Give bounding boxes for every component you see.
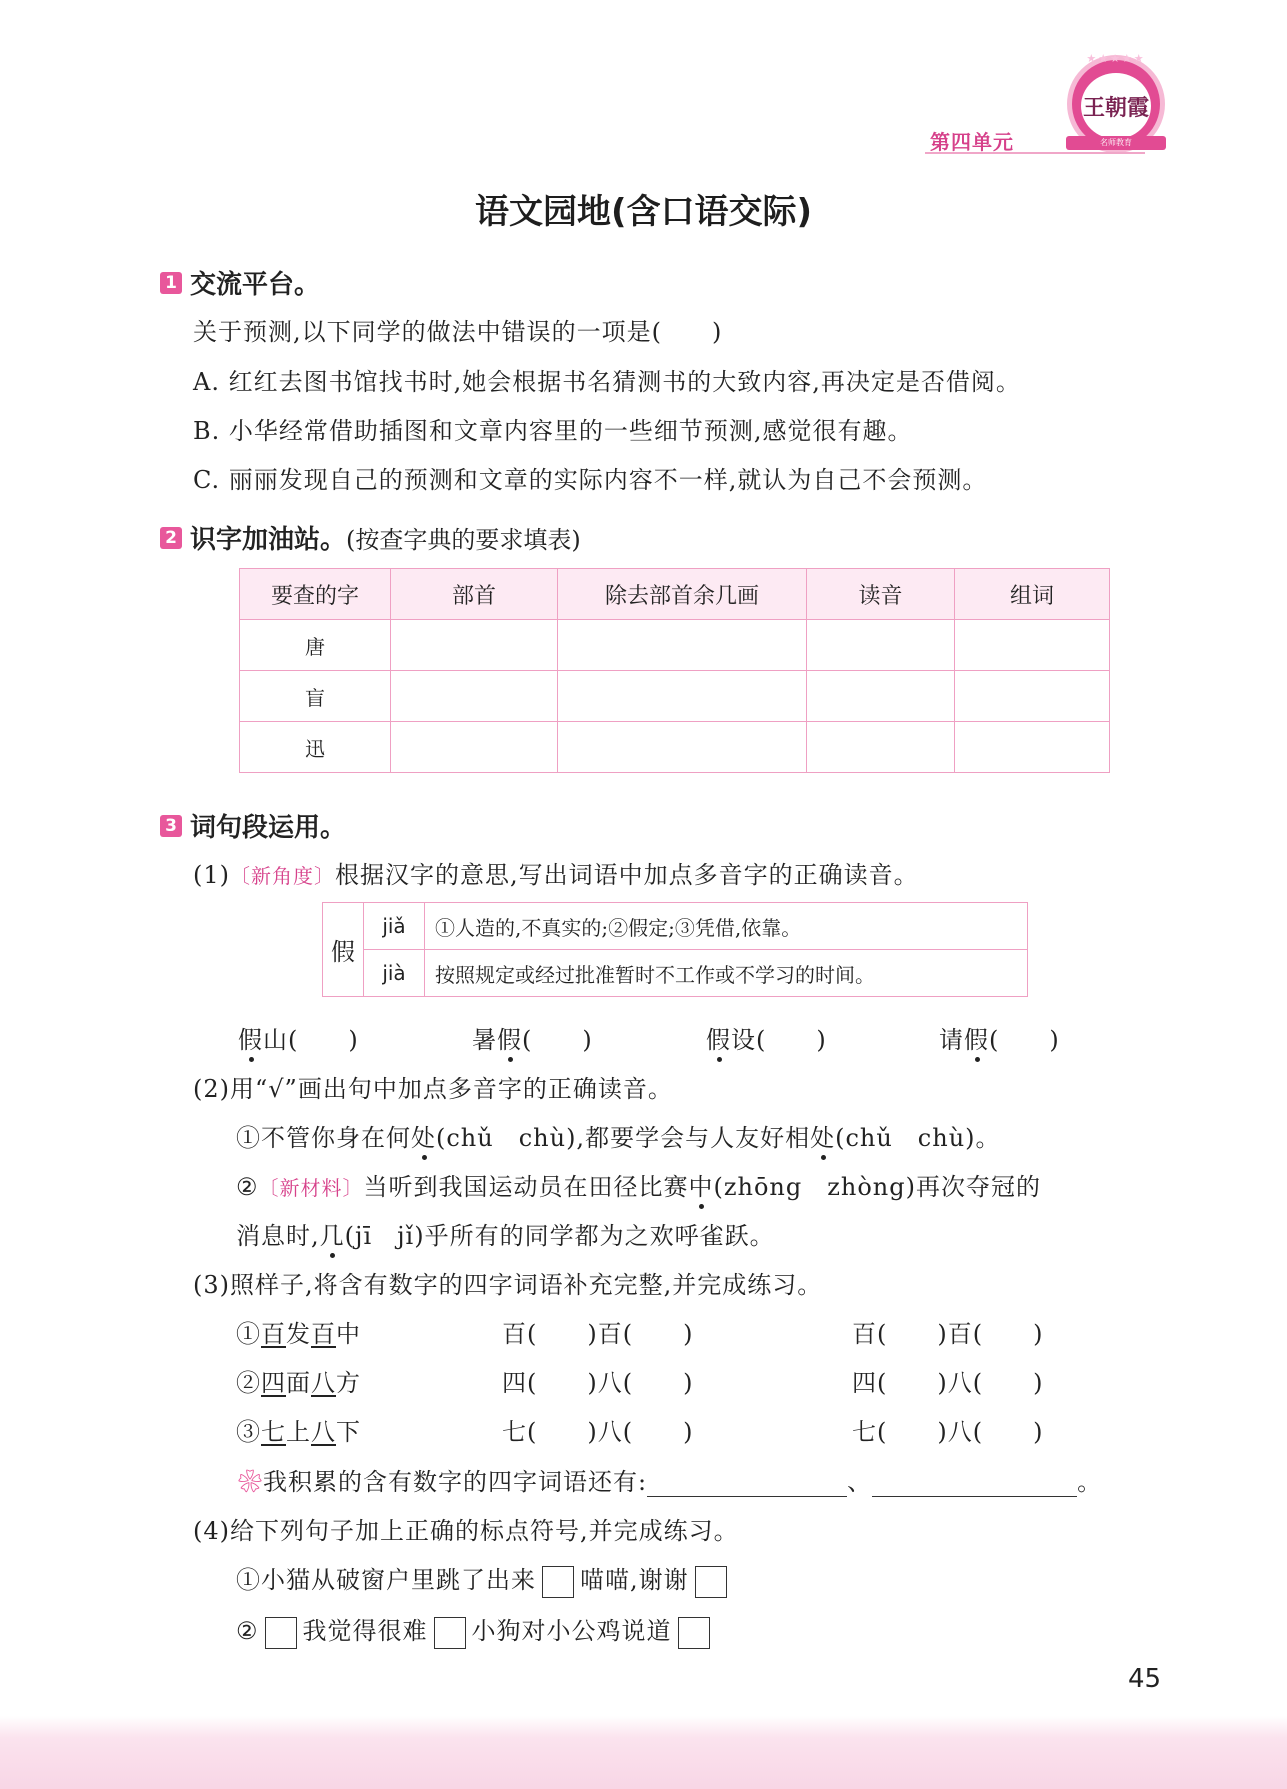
option-b[interactable]: B. 小华经常借助插图和文章内容里的一些细节预测,感觉很有趣。	[193, 417, 913, 445]
dotted-char: 处	[810, 1124, 836, 1152]
dotted-char: 中	[688, 1173, 714, 1201]
question-text: 关于预测,以下同学的做法中错误的一项是( )	[193, 318, 723, 346]
answer-blank[interactable]: ( )	[989, 1026, 1060, 1054]
table-row	[240, 620, 1110, 671]
section-number: 3	[160, 815, 182, 837]
section-3-header	[160, 807, 346, 844]
column-header: 部首	[391, 569, 558, 620]
dotted-char: 假	[706, 1026, 731, 1054]
q2-sentence-1[interactable]	[236, 1118, 1001, 1153]
text: ①小猫从破窗户里跳了出来	[236, 1566, 536, 1594]
answer-blank[interactable]: ( )	[288, 1026, 359, 1054]
text: (chǔ chù),都要学会与人友好相	[436, 1124, 811, 1152]
table-row	[240, 722, 1110, 773]
answer-line[interactable]	[872, 1472, 1077, 1497]
section-title: 交流平台。	[190, 270, 321, 300]
answer-blank[interactable]: ( )	[522, 1026, 593, 1054]
answer-cell[interactable]	[558, 722, 807, 773]
answer-cell[interactable]	[558, 671, 807, 722]
table-cell-char: 迅	[240, 722, 391, 773]
answer-cell[interactable]	[955, 620, 1110, 671]
char: 中	[336, 1320, 361, 1348]
meaning: ①人造的,不真实的;②假定;③凭借,依靠。	[425, 903, 1028, 950]
q4-instruction	[193, 1511, 739, 1546]
column-header: 除去部首余几画	[558, 569, 807, 620]
q-text: 给下列句子加上正确的标点符号,并完成练习。	[230, 1517, 739, 1545]
char: 百	[261, 1320, 286, 1348]
page-number: 45	[1128, 1664, 1162, 1694]
char: 请	[939, 1026, 964, 1054]
char: 四	[261, 1369, 286, 1397]
dotted-char: 处	[411, 1124, 436, 1152]
answer-cell[interactable]	[807, 671, 955, 722]
header-divider	[925, 152, 1145, 154]
answer-cell[interactable]	[807, 620, 955, 671]
meaning: 按照规定或经过批准暂时不工作或不学习的时间。	[425, 950, 1028, 997]
dotted-char: 假	[238, 1026, 263, 1054]
text: 消息时,	[236, 1222, 320, 1250]
text: ②	[236, 1617, 259, 1645]
example-word	[236, 1363, 361, 1398]
table-header-row	[240, 569, 1110, 620]
punctuation-box[interactable]	[434, 1617, 466, 1649]
table-row	[323, 950, 1028, 997]
punctuation-box[interactable]	[542, 1566, 574, 1598]
q2-instruction	[193, 1069, 673, 1104]
section-title: 识字加油站。	[190, 525, 347, 555]
word-item[interactable]	[472, 1020, 593, 1055]
section-2-header	[160, 519, 581, 556]
q3-instruction	[193, 1265, 822, 1300]
text: 小狗对小公鸡说道	[471, 1617, 672, 1645]
column-header: 读音	[807, 569, 955, 620]
answer-cell[interactable]	[807, 722, 955, 773]
q-text: 用“√”画出句中加点多音字的正确读音。	[230, 1075, 673, 1103]
text: 。	[1077, 1468, 1103, 1496]
polyphone-char: 假	[323, 903, 364, 997]
q1-instruction	[193, 855, 919, 890]
text: ①不管你身在何	[236, 1124, 411, 1152]
answer-cell[interactable]	[391, 722, 558, 773]
text: 我觉得很难	[302, 1617, 428, 1645]
char: 八	[311, 1418, 336, 1446]
table-row	[323, 903, 1028, 950]
logo-text: 王朝霞	[1081, 73, 1151, 139]
q2-sentence-2[interactable]	[236, 1167, 1041, 1202]
column-header: 要查的字	[240, 569, 391, 620]
answer-cell[interactable]	[955, 722, 1110, 773]
footer-band	[0, 1716, 1287, 1789]
char: 下	[336, 1418, 361, 1446]
answer-cell[interactable]	[955, 671, 1110, 722]
q-number: (3)	[193, 1271, 230, 1299]
char: 七	[261, 1418, 286, 1446]
q-number: (2)	[193, 1075, 230, 1103]
answer-cell[interactable]	[391, 620, 558, 671]
new-material-tag: 〔新材料〕	[258, 1176, 364, 1200]
section-number: 1	[160, 272, 182, 294]
char: 方	[336, 1369, 361, 1397]
option-c[interactable]: C. 丽丽发现自己的预测和文章的实际内容不一样,就认为自己不会预测。	[193, 466, 988, 494]
answer-blank[interactable]: ( )	[756, 1026, 827, 1054]
flower-icon: ❀	[238, 1468, 263, 1496]
example-word	[236, 1412, 361, 1447]
dotted-char: 假	[497, 1026, 522, 1054]
q2-sentence-2-cont[interactable]	[236, 1216, 775, 1251]
text: 我积累的含有数字的四字词语还有:	[263, 1468, 648, 1496]
column-header: 组词	[955, 569, 1110, 620]
dotted-char: 假	[964, 1026, 989, 1054]
punctuation-box[interactable]	[695, 1566, 727, 1598]
section-title: 词句段运用。	[190, 813, 347, 843]
section-number: 2	[160, 527, 182, 549]
unit-label: 第四单元	[930, 130, 1014, 154]
text: (jī jǐ)乎所有的同学都为之欢呼雀跃。	[344, 1222, 775, 1250]
word-item[interactable]	[939, 1020, 1060, 1055]
char: 八	[311, 1369, 336, 1397]
item-number: ①	[236, 1320, 261, 1348]
text: 、	[847, 1468, 873, 1496]
section-note: (按查字典的要求填表)	[346, 526, 581, 554]
new-angle-tag: 〔新角度〕	[230, 864, 335, 888]
brand-logo	[1072, 52, 1160, 148]
char: 发	[286, 1320, 311, 1348]
text: ②	[236, 1173, 259, 1201]
answer-cell[interactable]	[391, 671, 558, 722]
dotted-char: 几	[319, 1222, 345, 1250]
char: 上	[286, 1418, 311, 1446]
answer-line[interactable]	[647, 1472, 847, 1497]
text: 喵喵,谢谢	[580, 1566, 689, 1594]
pinyin: jià	[364, 950, 425, 997]
text: (chǔ chù)。	[835, 1124, 1001, 1152]
table-row	[240, 671, 1110, 722]
char: 设	[731, 1026, 756, 1054]
polyphone-table	[322, 902, 1028, 997]
fill-blank[interactable]: 百( )百( )	[502, 1320, 694, 1348]
char: 百	[311, 1320, 336, 1348]
q4-sentence-1	[236, 1560, 733, 1598]
fill-blank[interactable]: 百( )百( )	[852, 1320, 1044, 1348]
char: 暑	[472, 1026, 497, 1054]
q-text: 根据汉字的意思,写出词语中加点多音字的正确读音。	[335, 861, 919, 889]
q4-sentence-2	[236, 1611, 716, 1649]
star-icon: ★★★★★	[1086, 52, 1146, 65]
fill-blank[interactable]: 四( )八( )	[502, 1369, 694, 1397]
q-number: (4)	[193, 1517, 230, 1545]
punctuation-box[interactable]	[265, 1617, 297, 1649]
q-text: 照样子,将含有数字的四字词语补充完整,并完成练习。	[230, 1271, 823, 1299]
dictionary-table	[239, 568, 1110, 773]
item-number: ③	[236, 1418, 261, 1446]
fill-blank[interactable]: 七( )八( )	[502, 1418, 694, 1446]
pinyin: jiǎ	[364, 903, 425, 950]
char: 山	[263, 1026, 288, 1054]
option-a[interactable]: A. 红红去图书馆找书时,她会根据书名猜测书的大致内容,再决定是否借阅。	[193, 368, 1021, 396]
q-number: (1)	[193, 861, 230, 889]
logo-ribbon: 名师教育	[1066, 136, 1166, 150]
item-number: ②	[236, 1369, 261, 1397]
table-cell-char: 唐	[240, 620, 391, 671]
fill-blank[interactable]: 四( )八( )	[852, 1369, 1044, 1397]
fill-blank[interactable]: 七( )八( )	[852, 1418, 1044, 1446]
page-title: 语文园地(含口语交际)	[474, 192, 813, 232]
punctuation-box[interactable]	[678, 1617, 710, 1649]
text: (zhōng zhòng)再次夺冠的	[713, 1173, 1041, 1201]
text: 当听到我国运动员在田径比赛	[363, 1173, 689, 1201]
accumulate-line	[238, 1462, 1102, 1497]
answer-cell[interactable]	[558, 620, 807, 671]
char: 面	[286, 1369, 311, 1397]
word-item[interactable]	[706, 1020, 827, 1055]
example-word	[236, 1314, 361, 1349]
section-1-header	[160, 264, 320, 301]
word-item[interactable]	[238, 1020, 359, 1055]
table-cell-char: 盲	[240, 671, 391, 722]
